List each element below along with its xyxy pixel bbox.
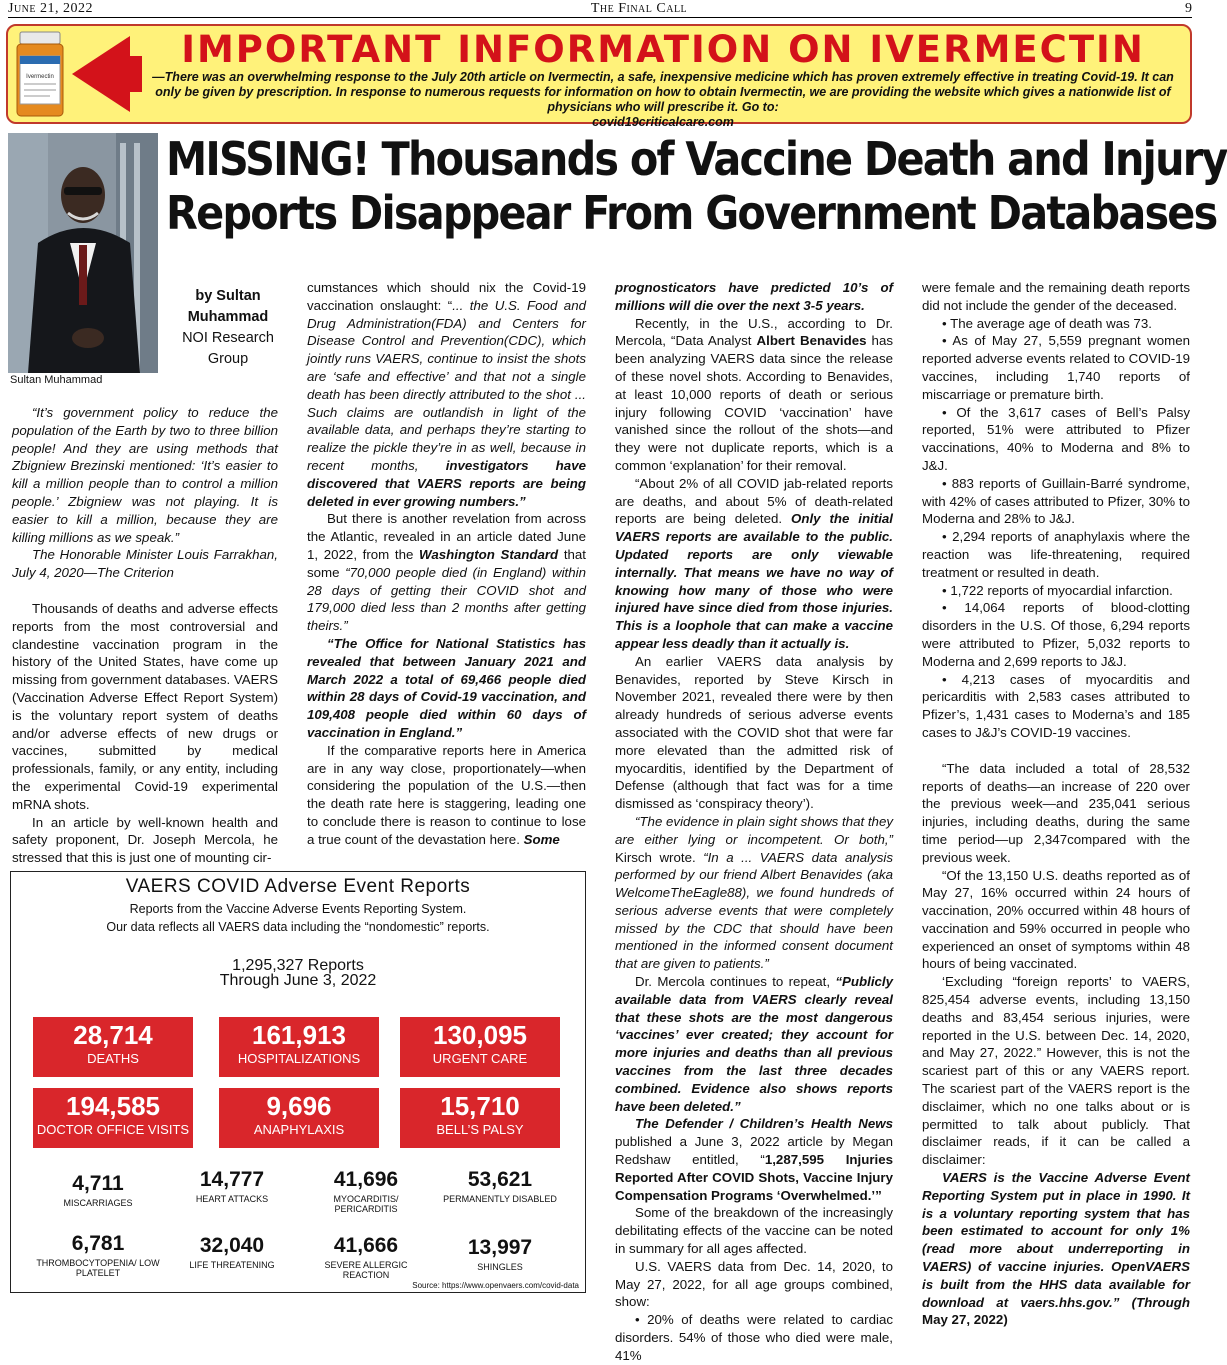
stat-tile: 194,585 DOCTOR OFFICE VISITS [33,1088,193,1148]
vaers-source: Source: https://www.openvaers.com/covid-data [412,1281,579,1290]
paragraph: Dr. Mercola continues to repeat, “Publicly available data from VAERS clearly reveal that these shots are the most dangerous ‘vaccines’ ever created; they account for more injuries and deaths than all previous vaccines from the last three decades combined. Evidence also shows reports have been deleted.” [615,974,893,1114]
left-arrow-icon [72,36,130,112]
quote-attribution: The Honorable Minister Louis Farrakhan, July 4, 2020—The Criterion [12,547,278,581]
pill-bottle-icon [14,32,66,118]
paragraph: Some of the breakdown of the increasingly debilitating effects of the vaccine can be noted in summary for all ages affected. [615,1205,893,1257]
paragraph: Recently, in the U.S., according to Dr. Mercola, “Data Analyst Albert Benavides has been analyzing VAERS data since the release of these novel shots. According to Benavides, at least 10,000 reports of death or serious injury following COVID ‘vaccination’ have vanished since the rollout of the shots—and they were not duplicate reports, which is a common ‘explanation’ for their removal. [615,315,893,473]
banner-title: IMPORTANT INFORMATION ON IVERMECTIN [181,28,1145,71]
stat-item: 32,040 LIFE THREATENING [189,1234,275,1270]
bullet-item: • Of the 3,617 cases of Bell’s Palsy reported, 51% were attributed to Pfizer vaccinations, 40% to Moderna and 8% to J&J. [922,404,1190,473]
bullet-item: • 4,213 cases of myocarditis and pericarditis with 2,583 cases attributed to Pfizer’s, 1,431 cases to Moderna’s and 185 cases to J&J’s COVID-19 vaccines. [922,671,1190,740]
headline-line-1: MISSING! Thousands of Vaccine Death and Injury [166,132,1227,186]
vaers-infographic [10,871,586,1293]
stat-tile: 161,913 HOSPITALIZATIONS [219,1017,379,1077]
bullet-item: • The average age of death was 73. [942,315,1152,331]
paragraph: VAERS is the Vaccine Adverse Event Reporting System put in place in 1990. It is a voluntary reporting system that has been estimated to account for only 1% (read more about underreporting in VAERS) of vaccine injuries. OpenVAERS is built from the HHS data available for download at vaers.hhs.gov.” (Through May 27, 2022) [922,1170,1190,1328]
article-headline [166,132,1227,240]
headline-line-2: Reports Disappear From Government Databases [166,186,1217,240]
bullet-item: • 883 reports of Guillain-Barré syndrome, with 42% of cases attributed to Pfizer, 30% to Moderna and 28% to J&J. [922,475,1190,527]
stat-tile: 9,696 ANAPHYLAXIS [219,1088,379,1148]
stat-item: 13,997 SHINGLES [467,1236,533,1272]
bullet-item: • As of May 27, 5,559 pregnant women reported adverse events related to COVID-19 vaccines, including 1,740 reports of miscarriage or premature birth. [922,333,1190,402]
stat-item: 41,696 MYOCARDITIS/ PERICARDITIS [333,1168,399,1214]
stat-tile: 15,710 BELL’S PALSY [400,1088,560,1148]
paragraph: U.S. VAERS data from Dec. 14, 2020, to May 27, 2022, for all age groups combined, show: [615,1258,893,1310]
stat-tile: 28,714 DEATHS [33,1017,193,1077]
article-column-2 [307,279,586,849]
banner-text [146,70,1180,130]
article-column-1 [12,404,278,867]
paragraph: “Of the 13,150 U.S. deaths reported as of May 27, 16% occurred within 24 hours of vaccination, 20% occurred within 48 hours of vaccination and 59% occurred in people who experienced an onset of symptoms within 48 hours of being vaccinated. [922,867,1190,972]
arrow-shaft [128,56,142,92]
farrakhan-quote: “It’s government policy to reduce the population of the Earth by two to three billion people! And they are using methods that Zbigniew Brezinski mentioned: ‘It’s easier to kill a million people than to control a million people.’ Zbigniew was not playing. It is easier to kill a million, because they are killing millions as we speak.” [12,405,278,545]
ivermectin-banner [6,24,1192,129]
paragraph: prognosticators have predicted 10’s of millions will die over the next 3-5 years. [615,280,893,313]
issue-date: June 21, 2022 [8,0,93,16]
article-column-4 [922,279,1190,1329]
publication-name: The Final Call [590,0,688,16]
paragraph: But there is another revelation from across the Atlantic, revealed in an article dated June 1, 2022, from the Washington Standard that some “70,000 people died (in England) within 28 days of getting their COVID shot and 179,000 died less than 2 months after getting theirs.” [307,511,586,634]
stat-item: 53,621 PERMANENTLY DISABLED [443,1168,557,1204]
stat-item: 4,711 MISCARRIAGES [63,1172,133,1208]
author-portrait-image [8,133,158,373]
paragraph: If the comparative reports here in America are in any way close, proportionately—when considering the population of the U.S.—then the death rate here is staggering, leading one to conclude there is reason to continue to lose a true count of the devastation here. Some [307,742,586,847]
paragraph: “The Office for National Statistics has revealed that between January 2021 and March 2022 a total of 69,466 people died within 28 days of Covid-19 vaccination, and 109,408 people died within 60 days of vaccination in England.” [307,635,586,740]
paragraph: “About 2% of all COVID jab-related reports are deaths, and about 5% of death-related reports are being deleted. Only the initial VAERS reports are available to the public. Updated reports are only viewable internally. That means we have no way of knowing how many of those who were injured have since died from those injuries. This is a loophole that can make a vaccine appear less deadly than it actually is. [615,475,893,651]
paragraph: In an article by well-known health and safety proponent, Dr. Joseph Mercola, he stressed that this is just one of mounting cir- [12,814,278,866]
paragraph: cumstances which should nix the Covid-19 vaccination onslaught: “... the U.S. Food and Drug Administration(FDA) and Centers for Disease Control and Prevention(CDC), which jointly runs VAERS, continue to insist the shots are ‘safe and effective’ and that not a single death has been directly attributed to the shot ... Such claims are outlandish in light of the available data, and perhaps they’re starting to realize the pickle they’re in as well, because in recent months, investigators have discovered that VAERS reports are being deleted in ever growing numbers.” [307,280,586,509]
stat-tile: 130,095 URGENT CARE [400,1017,560,1077]
byline-author: Muhammad [187,309,269,325]
paragraph: “The data included a total of 28,532 reports of deaths—an increase of 220 over the previous week—and 235,041 serious injuries, including deaths, during the same time period—up 2,347compared with the previous week. [922,760,1190,865]
vaers-total: 1,295,327 Reports Through June 3, 2022 [219,957,377,989]
banner-url-link[interactable]: covid19criticalcare.com [592,115,734,129]
article-column-3 [615,279,893,1365]
stat-item: 41,666 SEVERE ALLERGIC REACTION [324,1234,408,1280]
page-number: 9 [1184,0,1192,16]
byline [160,286,296,370]
byline-by: by Sultan [195,288,261,304]
paragraph: An earlier VAERS data analysis by Benavides, reported by Steve Kirsch in November 2021, revealed there were by then already hundreds of serious adverse events associated with the COVID shot that were far more elevated than the admitted risk of myocarditis, identified by the Department of Defense (although that fact was for a time dismissed as ‘conspiracy theory’). [615,653,893,812]
paragraph: ‘Excluding “foreign reports’ to VAERS, 825,454 adverse events, including 13,150 deaths and 83,454 serious injuries, were reported in the U.S. between Dec. 14, 2020, and May 27, 2022.” However, this is not the scariest part of this or any VAERS report. The scariest part of the VAERS report is the disclaimer, which no one talks about or is permitted to talk about publicly. That disclaimer reads, if it can be called a disclaimer: [922,974,1190,1168]
paragraph: • 20% of deaths were related to cardiac disorders. 54% of those who died were male, 41% [615,1312,893,1363]
paragraph: Thousands of deaths and adverse effects reports from the most controversial and clandestine vaccination program in the history of the United States, have come up missing from government databases. VAERS (Vaccination Adverse Effect Report System) is the voluntary report system of deaths and/or adverse effects of new drugs or vaccines, submitted by medical professionals, family, or any entity, including the experimental Covid-19 experimental mRNA shots. [12,600,278,812]
paragraph: were female and the remaining death reports did not include the gender of the deceased. [922,280,1190,313]
vaers-subtitle: Reports from the Vaccine Adverse Events Reporting System. Our data reflects all VAERS data including the “nondomestic” reports. [106,902,490,934]
stat-item: 14,777 HEART ATTACKS [195,1168,269,1204]
bullet-item: • 14,064 reports of blood-clotting disorders in the U.S. Of those, 6,294 reports were attributed to Pfizer, 5,032 reports to Moderna and 2,699 reports to J&J. [922,600,1190,669]
author-photo [8,133,158,373]
bullet-item: • 1,722 reports of myocardial infarction. [942,582,1173,598]
svg-text:Ivermectin: Ivermectin [26,74,54,80]
page-folio [8,0,1192,18]
byline-org-2: Group [207,351,249,367]
bullet-item: • 2,294 reports of anaphylaxis where the reaction was life-threatening, required treatment or resulted in death. [922,529,1190,580]
vaers-title: VAERS COVID Adverse Event Reports [125,876,471,897]
byline-org-1: NOI Research [182,330,274,346]
paragraph: The Defender / Children’s Health News published a June 3, 2022 article by Megan Redshaw entitled, “1,287,595 Injuries Reported After COVID Shots, Vaccine Injury Compensation Programs ‘Overwhelmed.’” [615,1116,893,1203]
photo-caption: Sultan Muhammad [10,374,103,386]
banner-body: —There was an overwhelming response to the July 20th article on Ivermectin, a safe, inexpensive medicine which has proven extremely effective in treating Covid-19. It can only be given by prescription. In response to numerous requests for information on how to obtain Ivermectin, we are providing the website which gives a nationwide list of physicians who will prescribe it. Go to: [152,70,1174,114]
stat-item: 6,781 THROMBOCYTOPENIA/ LOW PLATELET [36,1232,160,1278]
paragraph: “The evidence in plain sight shows that they are either lying or incompetent. Or both,” Kirsch wrote. “In a ... VAERS data analysis performed by our friend Albert Benavides (aka WelcomeTheEagle88), we found hundreds of serious adverse events that were completely missed by the CDC that should have been mentioned in the informed consent document that are given to patients.” [615,813,894,972]
